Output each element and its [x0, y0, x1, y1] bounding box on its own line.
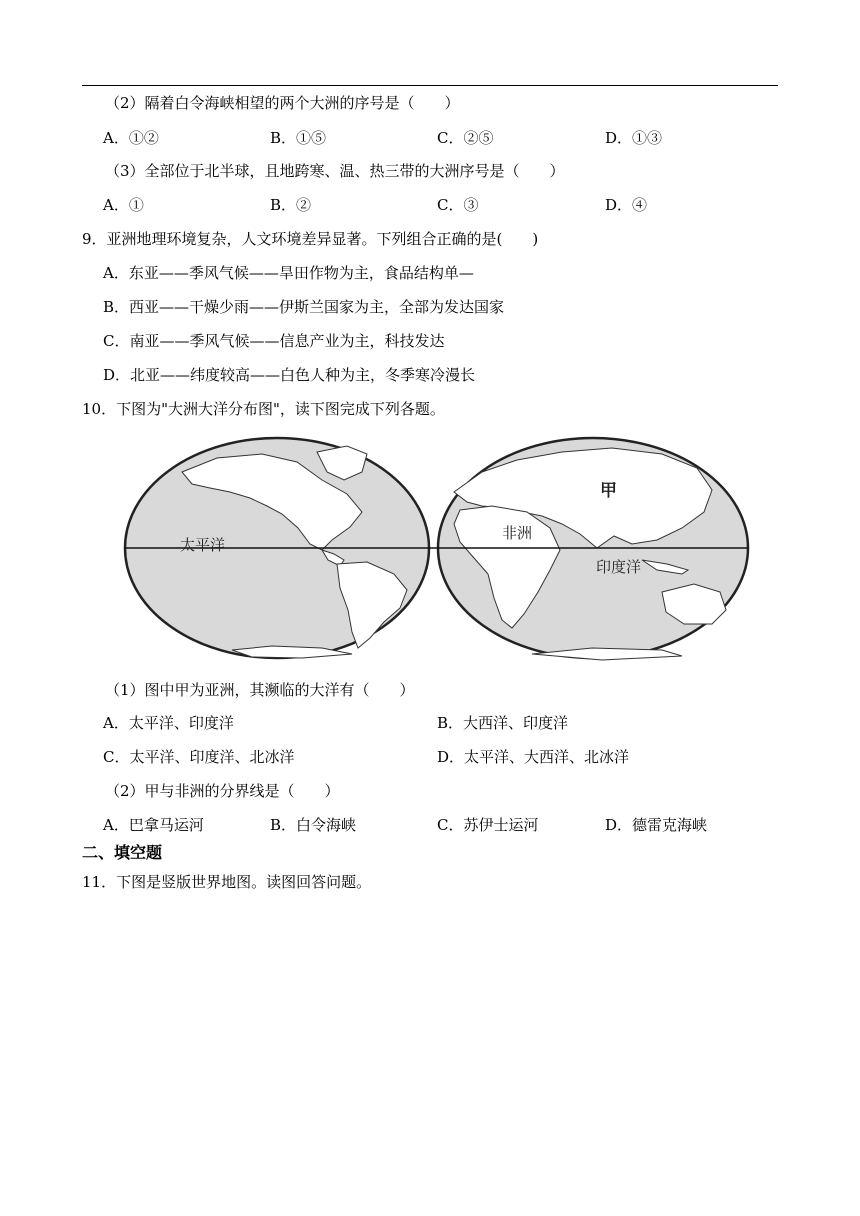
header-rule	[82, 85, 778, 86]
q9-option-a: A．东亚——季风气候——旱田作物为主，食品结构单—	[103, 264, 474, 282]
q9-stem: 9．亚洲地理环境复杂，人文环境差异显著。下列组合正确的是( )	[82, 230, 539, 248]
q8-sub3-option-b: B．②	[270, 196, 312, 214]
q8-sub2-option-a: A．①②	[103, 129, 159, 147]
label-indian-ocean: 印度洋	[596, 558, 642, 576]
q8-sub2-stem: （2）隔着白令海峡相望的两个大洲的序号是（ ）	[105, 94, 460, 112]
q11-stem: 11．下图是竖版世界地图。读图回答问题。	[82, 873, 372, 891]
world-map-svg	[122, 432, 750, 664]
label-pacific-ocean: 太平洋	[180, 536, 226, 554]
q10-stem: 10．下图为"大洲大洋分布图"，读下图完成下列各题。	[82, 400, 445, 418]
q8-sub3-option-d: D．④	[605, 196, 648, 214]
q8-sub2-option-d: D．①③	[605, 129, 663, 147]
q9-option-c: C．南亚——季风气候——信息产业为主，科技发达	[103, 332, 445, 350]
q8-sub2-option-c: C．②⑤	[437, 129, 494, 147]
q10-sub1-option-d: D．太平洋、大西洋、北冰洋	[437, 748, 630, 766]
q8-sub3-stem: （3）全部位于北半球，且地跨寒、温、热三带的大洲序号是（ ）	[105, 162, 565, 180]
q9-option-d: D．北亚——纬度较高——白色人种为主，冬季寒冷漫长	[103, 366, 476, 384]
q8-sub3-option-a: A．①	[103, 196, 144, 214]
label-africa: 非洲	[502, 524, 533, 542]
q10-sub2-option-a: A．巴拿马运河	[103, 816, 204, 834]
q9-option-b: B．西亚——干燥少雨——伊斯兰国家为主，全部为发达国家	[103, 298, 505, 316]
q10-sub2-stem: （2）甲与非洲的分界线是（ ）	[105, 782, 340, 800]
q10-sub1-option-b: B．大西洋、印度洋	[437, 714, 569, 732]
q10-sub2-option-d: D．德雷克海峡	[605, 816, 708, 834]
q10-sub1-stem: （1）图中甲为亚洲，其濒临的大洋有（ ）	[105, 681, 415, 699]
q10-sub2-option-c: C．苏伊士运河	[437, 816, 539, 834]
q8-sub3-option-c: C．③	[437, 196, 479, 214]
q10-sub1-option-a: A．太平洋、印度洋	[103, 714, 234, 732]
label-jia-asia: 甲	[600, 481, 617, 501]
q10-sub1-option-c: C．太平洋、印度洋、北冰洋	[103, 748, 295, 766]
world-map-figure	[122, 432, 750, 664]
section-title-fill-in: 二、填空题	[82, 843, 163, 862]
q10-sub2-option-b: B．白令海峡	[270, 816, 357, 834]
q8-sub2-option-b: B．①⑤	[270, 129, 327, 147]
